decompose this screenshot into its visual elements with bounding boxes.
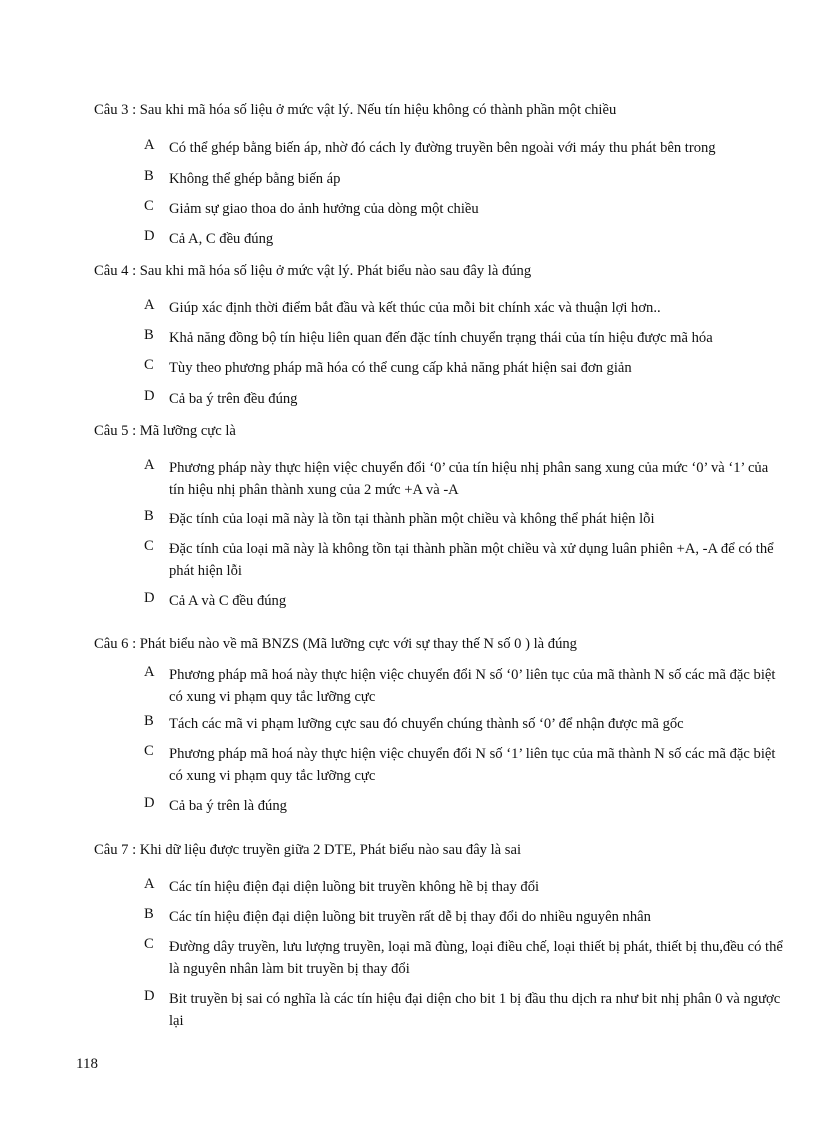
- question-3-stem: Câu 3 : Sau khi mã hóa số liệu ở mức vật lý. Nếu tín hiệu không có thành phần một chiều: [94, 102, 617, 118]
- option-letter: B: [144, 327, 154, 343]
- option-letter: C: [144, 198, 154, 214]
- option-text: Tách các mã vi phạm lưỡng cực sau đó chuyển chúng thành số ‘0’ để nhận được mã gốc: [169, 716, 684, 732]
- question-6-stem: Câu 6 : Phát biểu nào về mã BNZS (Mã lưỡng cực với sự thay thế N số 0 ) là đúng: [94, 636, 577, 652]
- option-letter: D: [144, 795, 155, 811]
- option-text: Phương pháp này thực hiện việc chuyển đổi ‘0’ của tín hiệu nhị phân sang xung của mức ‘0’ và ‘1’ của tín hiệu nhị phân thành xung của 2 mức +A và -A: [169, 460, 769, 498]
- option-letter: B: [144, 906, 154, 922]
- option-text: Cả ba ý trên đều đúng: [169, 391, 298, 407]
- option-text: Đặc tính của loại mã này là tồn tại thành phần một chiều và không thể phát hiện lỗi: [169, 511, 655, 527]
- question-7-stem: Câu 7 : Khi dữ liệu được truyền giữa 2 DTE, Phát biểu nào sau đây là sai: [94, 842, 522, 858]
- option-letter: D: [144, 988, 155, 1004]
- option-letter: B: [144, 168, 154, 184]
- option-letter: C: [144, 357, 154, 373]
- option-text: Đặc tính của loại mã này là không tồn tại thành phần một chiều và xử dụng luân phiên +A, -A để có thể phát hiện lỗi: [169, 541, 774, 579]
- question-5-stem: Câu 5 : Mã lưỡng cực là: [94, 423, 236, 439]
- option-letter: C: [144, 743, 154, 759]
- option-text: Cả A, C đều đúng: [169, 231, 274, 247]
- option-text: Đường dây truyền, lưu lượng truyền, loại mã đùng, loại điều chế, loại thiết bị phát, thiết bị thu,đều có thể là nguyên nhân làm bit truyền bị thay đổi: [169, 939, 783, 977]
- option-text: Phương pháp mã hoá này thực hiện việc chuyển đổi N số ‘1’ liên tục của mã thành N số các mã đặc biệt có xung vi phạm quy tắc lưỡng cực: [169, 746, 776, 784]
- option-text: Các tín hiệu điện đại diện luồng bit truyền rất dễ bị thay đổi do nhiều nguyên nhân: [169, 909, 651, 925]
- option-text: Có thể ghép bằng biến áp, nhờ đó cách ly đường truyền bên ngoài với máy thu phát bên trong: [169, 140, 716, 156]
- option-text: Cả ba ý trên là đúng: [169, 798, 287, 814]
- option-text: Giảm sự giao thoa do ảnh hưởng của dòng một chiều: [169, 201, 479, 217]
- option-letter: D: [144, 590, 155, 606]
- option-letter: D: [144, 228, 155, 244]
- option-letter: A: [144, 876, 155, 892]
- option-letter: B: [144, 508, 154, 524]
- option-letter: A: [144, 457, 155, 473]
- option-text: Không thể ghép bằng biến áp: [169, 171, 341, 187]
- option-letter: C: [144, 936, 154, 952]
- option-text: Tùy theo phương pháp mã hóa có thể cung cấp khả năng phát hiện sai đơn giản: [169, 360, 632, 376]
- option-letter: D: [144, 388, 155, 404]
- option-letter: A: [144, 664, 155, 680]
- option-letter: A: [144, 297, 155, 313]
- option-text: Các tín hiệu điện đại diện luồng bit truyền không hề bị thay đổi: [169, 879, 540, 895]
- option-letter: B: [144, 713, 154, 729]
- question-4-stem: Câu 4 : Sau khi mã hóa số liệu ở mức vật lý. Phát biểu nào sau đây là đúng: [94, 263, 532, 279]
- option-text: Cả A và C đều đúng: [169, 593, 287, 609]
- option-text: Bit truyền bị sai có nghĩa là các tín hiệu đại diện cho bit 1 bị đầu thu dịch ra như bit nhị phân 0 và ngược lại: [169, 991, 781, 1029]
- option-text: Phương pháp mã hoá này thực hiện việc chuyển đổi N số ‘0’ liên tục của mã thành N số các mã đặc biệt có xung vi phạm quy tắc lưỡng cực: [169, 667, 776, 705]
- option-text: Giúp xác định thời điểm bắt đầu và kết thúc của mỗi bit chính xác và thuận lợi hơn..: [169, 300, 661, 316]
- option-letter: A: [144, 137, 155, 153]
- option-letter: C: [144, 538, 154, 554]
- page-number: 118: [76, 1056, 98, 1072]
- option-text: Khả năng đồng bộ tín hiệu liên quan đến đặc tính chuyển trạng thái của tín hiệu được mã hóa: [169, 330, 713, 346]
